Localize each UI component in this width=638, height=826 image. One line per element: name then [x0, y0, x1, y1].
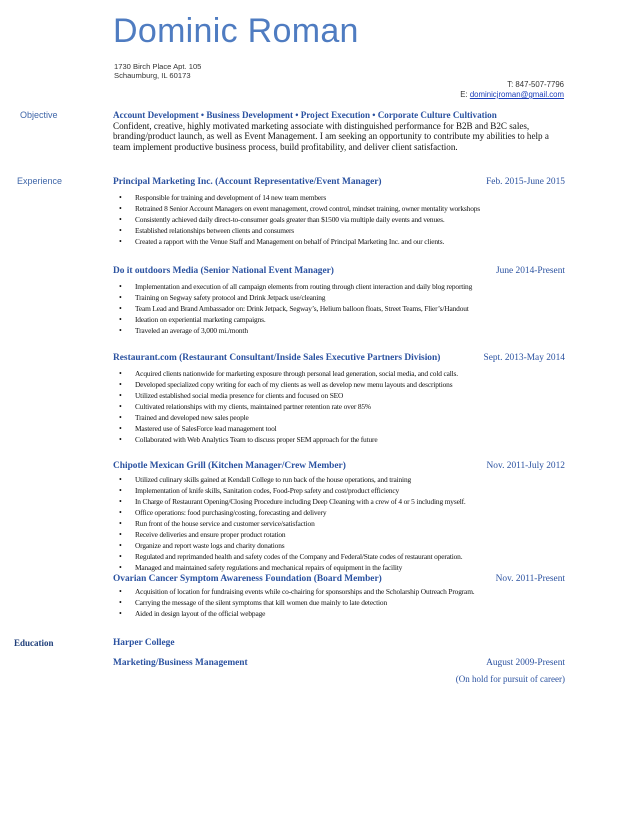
list-item: • Created a rapport with the Venue Staff and Management on behalf of Principal Marketing Inc. and our clients. — [135, 236, 565, 247]
education-note: (On hold for pursuit of career) — [455, 674, 565, 684]
email-line — [460, 90, 564, 100]
list-item: • Managed and maintained safety regulations and mechanical repairs of equipment in the facility — [135, 562, 565, 573]
list-item: • Responsible for training and development of 14 new team members — [135, 192, 565, 203]
list-item: • Receive deliveries and ensure proper product rotation — [135, 529, 565, 540]
school-name: Harper College — [113, 638, 175, 648]
job-entry — [113, 461, 565, 573]
job-bullets — [113, 281, 565, 336]
list-item: • Cultivated relationships with my clients, maintained partner retention rate over 85% — [135, 401, 565, 412]
address-line-1: 1730 Birch Place Apt. 105 — [114, 62, 202, 71]
job-title: Restaurant.com (Restaurant Consultant/Inside Sales Executive Partners Division) — [113, 353, 441, 363]
list-item: • Utilized established social media presence for clients and focused on SEO — [135, 390, 565, 401]
job-bullets — [113, 192, 565, 247]
list-item: • Office operations: food purchasing/costing, forecasting and delivery — [135, 507, 565, 518]
job-entry — [113, 353, 565, 445]
list-item: • Retrained 8 Senior Account Managers on event management, crowd control, mindset training, owner mentality workshops — [135, 203, 565, 214]
email-link[interactable]: dominicjroman@gmail.com — [469, 90, 564, 99]
list-item: • Utilized culinary skills gained at Kendall College to run back of the house operations, and training — [135, 474, 565, 485]
job-bullets — [113, 474, 565, 573]
list-item: • Organize and report waste logs and charity donations — [135, 540, 565, 551]
education-block — [113, 638, 565, 684]
job-date: Nov. 2011-Present — [495, 574, 565, 584]
job-date: Feb. 2015-June 2015 — [486, 177, 565, 187]
job-entry — [113, 574, 565, 619]
contact-block — [460, 80, 564, 100]
list-item: • Mastered use of SalesForce lead management tool — [135, 423, 565, 434]
objective-headings: Account Development • Business Development • Project Execution • Corporate Culture Cultivation — [113, 110, 497, 120]
job-date: Nov. 2011-July 2012 — [486, 461, 565, 471]
list-item: • Consistently achieved daily direct-to-consumer goals greater than $1500 via multiple daily events and venues. — [135, 214, 565, 225]
section-label-objective: Objective — [20, 110, 58, 120]
job-entry — [113, 266, 565, 336]
list-item: • Ideation on experiential marketing campaigns. — [135, 314, 565, 325]
address-line-2: Schaumburg, IL 60173 — [114, 71, 191, 80]
list-item: • Acquired clients nationwide for marketing exposure through personal lead generation, social media, and cold calls. — [135, 368, 565, 379]
list-item: • Implementation of knife skills, Sanitation codes, Food-Prep safety and cost/product efficiency — [135, 485, 565, 496]
list-item: • Implementation and execution of all campaign elements from routing through client interaction and daily blog reporting — [135, 281, 565, 292]
list-item: • Aided in design layout of the official webpage — [135, 608, 565, 619]
list-item: • Established relationships between clients and consumers — [135, 225, 565, 236]
email-prefix: E: — [460, 90, 470, 99]
list-item: • Training on Segway safety protocol and Drink Jetpack use/cleaning — [135, 292, 565, 303]
job-title: Principal Marketing Inc. (Account Representative/Event Manager) — [113, 177, 382, 187]
education-date: August 2009-Present — [486, 658, 565, 668]
list-item: • Developed specialized copy writing for each of my clients as well as develop new menu layouts and descriptions — [135, 379, 565, 390]
list-item: • Traveled an average of 3,000 mi./month — [135, 325, 565, 336]
job-entry — [113, 177, 565, 247]
address — [114, 62, 201, 80]
program-name: Marketing/Business Management — [113, 658, 248, 668]
job-title: Chipotle Mexican Grill (Kitchen Manager/Crew Member) — [113, 461, 346, 471]
candidate-name: Dominic Roman — [113, 12, 359, 50]
list-item: • Carrying the message of the silent symptoms that kill women due mainly to late detection — [135, 597, 565, 608]
list-item: • In Charge of Restaurant Opening/Closing Procedure including Deep Cleaning with a crew of 4 or 5 including myself. — [135, 496, 565, 507]
job-title: Ovarian Cancer Symptom Awareness Foundation (Board Member) — [113, 574, 382, 584]
objective-text: Confident, creative, highly motivated marketing associate with distinguished performance for B2B and B2C sales, branding/product launch, as well as Event Management. I am seeking an opportunity to contribute my abilities to help a team implement productive business process, build profitability, and deliver client satisfaction. — [113, 120, 549, 152]
phone: T: 847-507-7796 — [507, 80, 564, 89]
job-date: Sept. 2013-May 2014 — [483, 353, 565, 363]
list-item: • Acquisition of location for fundraising events while co-chairing for sponsorships and the Scholarship Outreach Program. — [135, 586, 565, 597]
section-label-education: Education — [14, 638, 54, 648]
list-item: • Run front of the house service and customer service/satisfaction — [135, 518, 565, 529]
section-label-experience: Experience — [17, 176, 63, 186]
list-item: • Team Lead and Brand Ambassador on: Drink Jetpack, Segway’s, Helium balloon floats, Street Teams, Flier’s/Handout — [135, 303, 565, 314]
list-item: • Regulated and reprimanded health and safety codes of the Company and Federal/State codes of restaurant operation. — [135, 551, 565, 562]
list-item: • Trained and developed new sales people — [135, 412, 565, 423]
job-title: Do it outdoors Media (Senior National Event Manager) — [113, 266, 334, 276]
job-bullets — [113, 586, 565, 619]
job-date: June 2014-Present — [496, 266, 565, 276]
list-item: • Collaborated with Web Analytics Team to discuss proper SEM approach for the future — [135, 434, 565, 445]
objective-block — [113, 110, 568, 152]
job-bullets — [113, 368, 565, 445]
